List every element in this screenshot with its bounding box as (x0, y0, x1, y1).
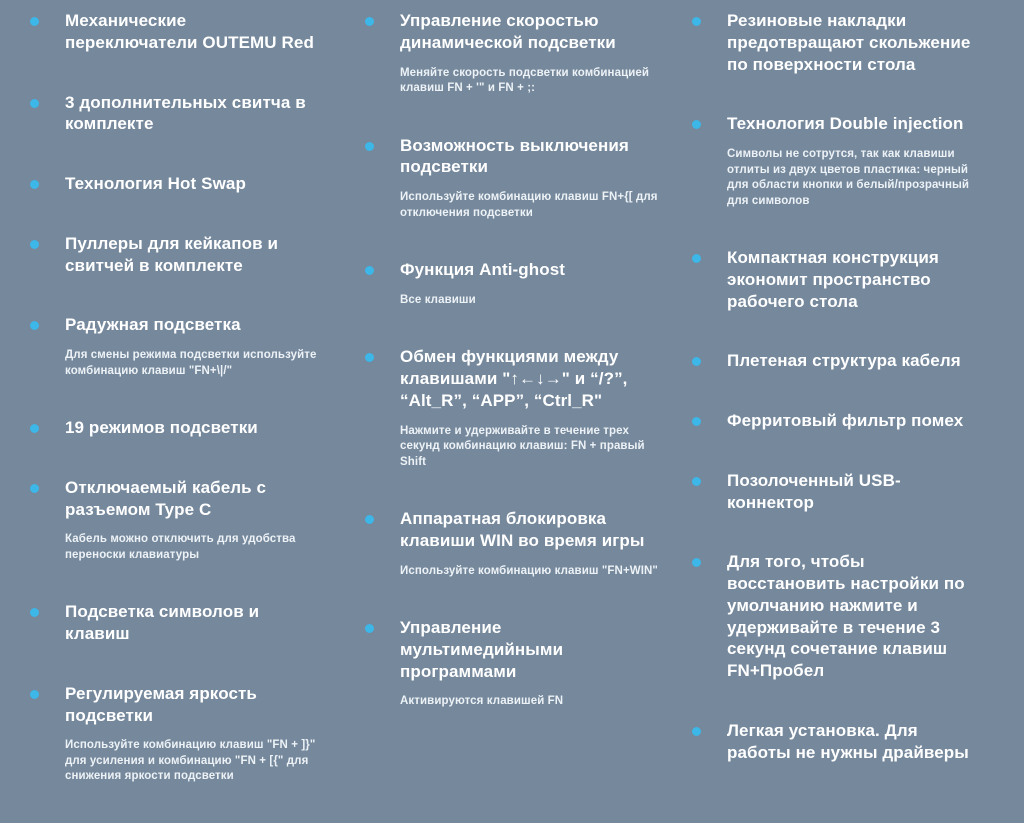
feature-title: Управление мультимедийными программами (400, 618, 564, 681)
feature-item (692, 720, 1018, 764)
feature-title: Плетеная структура кабеля (727, 351, 961, 371)
bullet-icon (30, 17, 39, 26)
feature-subtitle: Меняйте скорость подсветки комбинацией клавиш FN + '" и FN + ;: (400, 66, 650, 95)
bullet-icon (365, 142, 374, 151)
feature-subtitle: Используйте комбинацию клавиш FN+{[ для отключения подсветки (400, 191, 658, 219)
bullet-icon (30, 321, 39, 330)
feature-subtitle: Нажмите и удерживайте в течение трех секунд комбинацию клавиш: FN + правый Shift (400, 424, 645, 468)
feature-title: Технология Hot Swap (65, 174, 246, 193)
feature-item (692, 410, 1018, 432)
feature-item (692, 113, 1018, 209)
feature-item (30, 233, 365, 277)
bullet-icon (30, 424, 39, 433)
feature-item (365, 135, 692, 222)
feature-subtitle: Используйте комбинацию клавиш "FN+WIN" (400, 564, 658, 577)
bullet-icon (30, 99, 39, 108)
feature-item (30, 173, 365, 195)
feature-title: Легкая установка. Для работы не нужны драйверы (727, 720, 969, 762)
feature-item (30, 92, 365, 136)
bullet-icon (365, 624, 374, 633)
feature-subtitle: Активируются клавишей FN (400, 695, 564, 708)
bullet-icon (365, 353, 374, 362)
bullet-icon (30, 690, 39, 699)
feature-item (30, 417, 365, 439)
feature-title: Возможность выключения подсветки (400, 135, 629, 177)
feature-item (692, 247, 1018, 312)
bullet-icon (30, 180, 39, 189)
feature-title: Резиновые накладки предотвращают скольжение по поверхности стола (727, 11, 971, 74)
feature-subtitle: Кабель можно отключить для удобства переноски клавиатуры (65, 533, 296, 561)
feature-title: Компактная конструкция экономит пространство рабочего стола (727, 248, 939, 311)
feature-title: Радужная подсветка (65, 315, 241, 335)
features-column-3 (692, 10, 1018, 823)
bullet-icon (692, 558, 701, 567)
feature-subtitle: Используйте комбинацию клавиш "FN + ]}" для усиления и комбинацию "FN + [{" для снижения яркости подсветки (65, 739, 316, 783)
feature-item (692, 470, 1018, 514)
bullet-icon (692, 254, 701, 263)
feature-item (30, 683, 365, 785)
feature-item (692, 350, 1018, 372)
bullet-icon (692, 727, 701, 736)
feature-subtitle: Для смены режима подсветки используйте комбинацию клавиш "FN+\|/" (65, 349, 317, 377)
feature-title: Подсветка символов и клавиш (65, 602, 260, 644)
feature-item (692, 551, 1018, 682)
feature-item (30, 10, 365, 54)
features-column-1 (30, 10, 365, 823)
feature-item (365, 10, 692, 97)
bullet-icon (692, 357, 701, 366)
feature-subtitle: Символы не сотрутся, так как клавиши отлиты из двух цветов пластика: черный для области кнопки и белый/прозрачный для символов (727, 148, 970, 207)
feature-item (365, 259, 692, 308)
features-column-2 (365, 10, 692, 823)
bullet-icon (30, 484, 39, 493)
feature-item (692, 10, 1018, 75)
feature-title: Функция Anti-ghost (400, 260, 566, 280)
feature-title: Обмен функциями между клавишами "↑←↓→" и “/?”, “Alt_R”, “APP”, “Ctrl_R" (400, 347, 628, 410)
feature-title: Отключаемый кабель с разъемом Type C (65, 477, 267, 519)
feature-title: 3 дополнительных свитча в комплекте (65, 92, 306, 134)
feature-title: Ферритовый фильтр помех (727, 411, 964, 431)
feature-item (365, 508, 692, 579)
bullet-icon (365, 515, 374, 524)
feature-title: Позолоченный USB-коннектор (727, 470, 901, 512)
feature-item (30, 601, 365, 645)
feature-title: 19 режимов подсветки (65, 418, 258, 438)
bullet-icon (365, 17, 374, 26)
bullet-icon (692, 120, 701, 129)
feature-title: Механические переключатели OUTEMU Red (65, 11, 314, 52)
bullet-icon (30, 608, 39, 617)
bullet-icon (365, 266, 374, 275)
feature-item (30, 477, 365, 564)
feature-title: Для того, чтобы восстановить настройки по умолчанию нажмите и удерживайте в течение 3 секунд сочетание клавиш FN+Пробел (727, 552, 965, 681)
bullet-icon (692, 417, 701, 426)
feature-title: Аппаратная блокировка клавиши WIN во время игры (400, 509, 645, 550)
bullet-icon (692, 17, 701, 26)
feature-item (365, 617, 692, 710)
feature-title: Управление скоростью динамической подсветки (400, 11, 616, 52)
feature-item (365, 346, 692, 470)
bullet-icon (30, 240, 39, 249)
feature-title: Технология Double injection (727, 114, 964, 134)
feature-subtitle: Все клавиши (400, 293, 476, 306)
feature-title: Регулируемая яркость подсветки (65, 683, 257, 725)
feature-item (30, 314, 365, 379)
bullet-icon (692, 477, 701, 486)
feature-title: Пуллеры для кейкапов и свитчей в комплекте (65, 233, 278, 275)
